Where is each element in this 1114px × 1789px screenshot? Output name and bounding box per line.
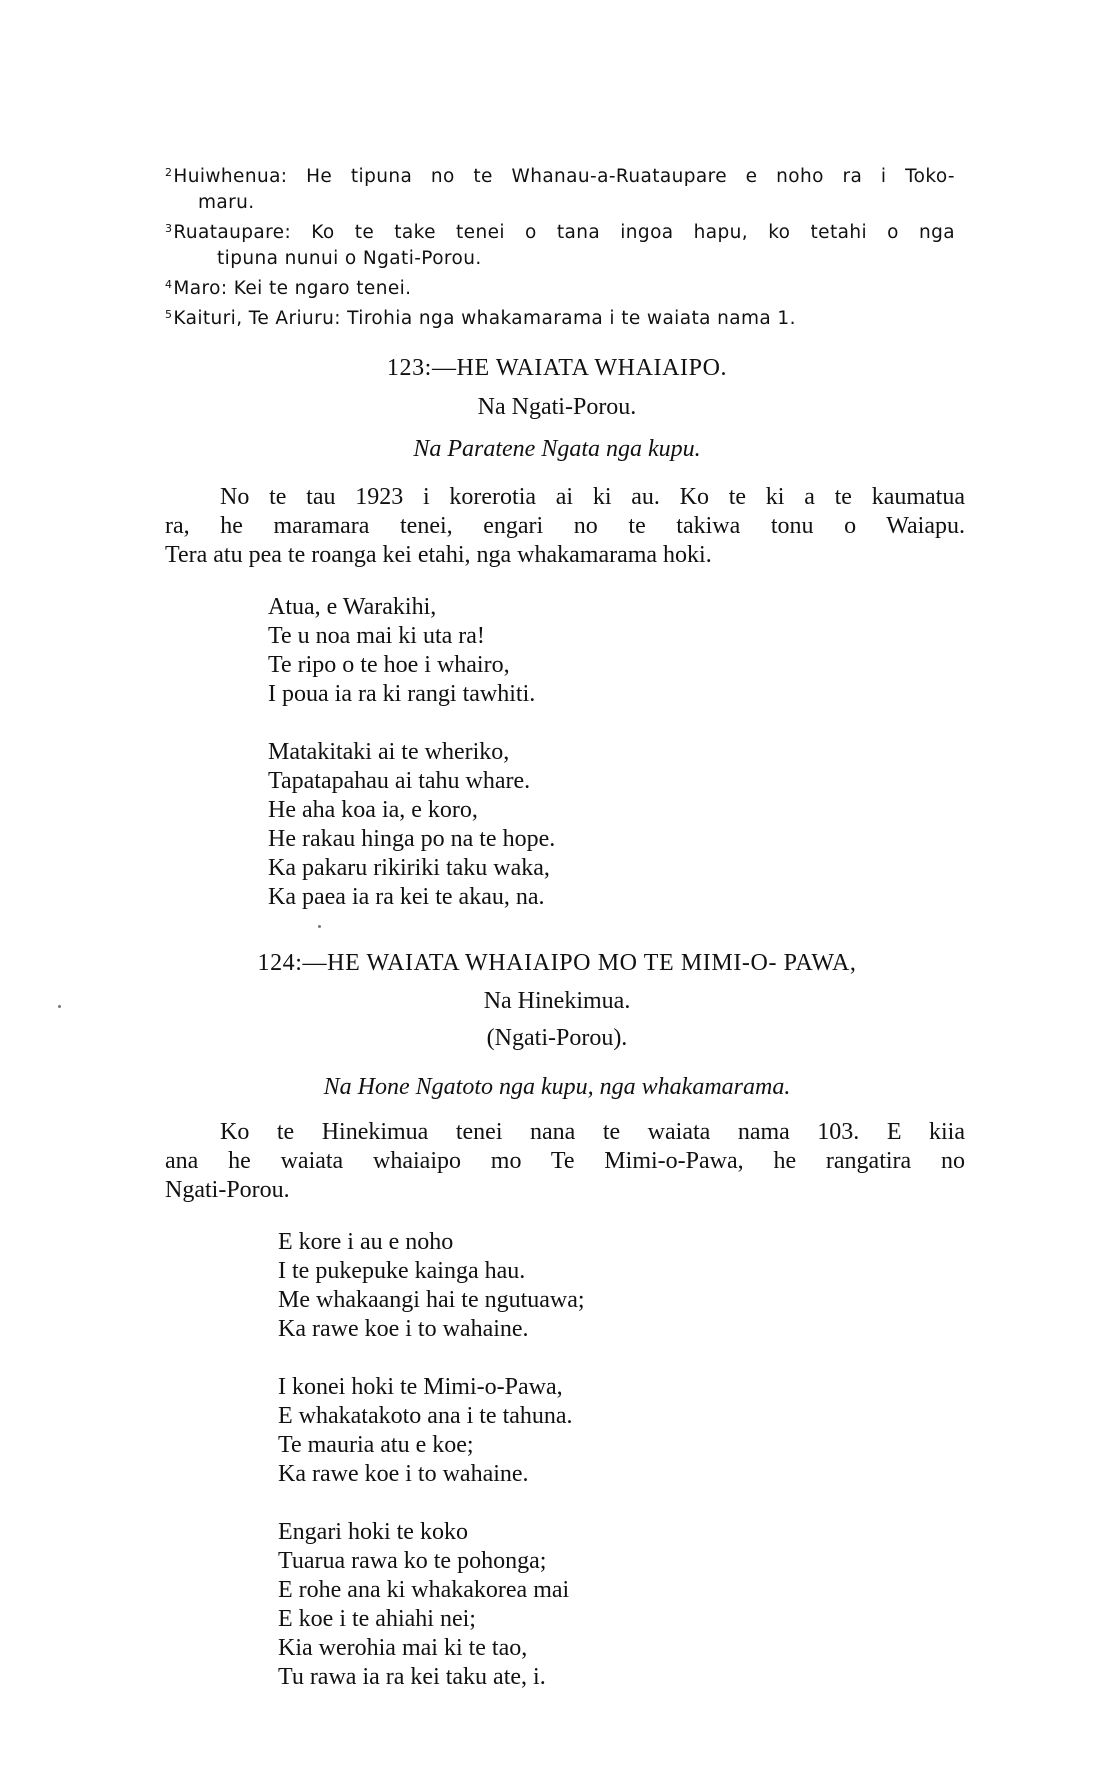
verse-line: I konei hoki te Mimi-o-Pawa,	[278, 1374, 563, 1400]
scan-speck	[58, 1005, 61, 1008]
song-124-tribe: (Ngati-Porou).	[486, 1025, 628, 1051]
song-124-author: Na Hinekimua.	[483, 988, 631, 1014]
song-124-title: 124:—HE WAIATA WHAIAIPO MO TE MIMI-O- PAWA,	[257, 950, 857, 976]
verse-line: E koe i te ahiahi nei;	[278, 1606, 476, 1632]
scan-speck	[318, 925, 321, 928]
verse-line: Te ripo o te hoe i whairo,	[268, 652, 510, 678]
footnote-number: 5	[165, 308, 173, 321]
song-123-title: 123:—HE WAIATA WHAIAIPO.	[386, 355, 728, 381]
intro-line: ra, he maramara tenei, engari no te takiwa tonu o Waiapu.	[165, 513, 965, 539]
footnote-2	[165, 160, 955, 216]
verse-line: Ka pakaru rikiriki taku waka,	[268, 855, 550, 881]
verse-line: E rohe ana ki whakakorea mai	[278, 1577, 570, 1603]
intro-line: No te tau 1923 i korerotia ai ki au. Ko te ki a te kaumatua	[220, 484, 965, 510]
song-123-verse	[268, 593, 555, 941]
footnote-text: Ruataupare: Ko te take tenei o tana ingoa hapu, ko tetahi o nga	[173, 222, 955, 243]
verse-line: Ka rawe koe i to wahaine.	[278, 1316, 529, 1342]
verse-line: Tapatapahau ai tahu whare.	[268, 768, 531, 794]
footnote-3	[165, 216, 955, 272]
footnote-number: 4	[165, 278, 173, 291]
song-124-verse	[278, 1228, 585, 1721]
verse-line: E whakatakoto ana i te tahuna.	[278, 1403, 573, 1429]
stanza	[268, 593, 555, 709]
footnotes	[165, 160, 955, 332]
verse-line: Te u noa mai ki uta ra!	[268, 623, 485, 649]
intro-line: Tera atu pea te roanga kei etahi, nga whakamarama hoki.	[165, 542, 712, 568]
stanza	[278, 1518, 585, 1692]
verse-line: Tuarua rawa ko te pohonga;	[278, 1548, 547, 1574]
verse-line: I te pukepuke kainga hau.	[278, 1258, 526, 1284]
footnote-number: 3	[165, 222, 173, 235]
verse-line: E kore i au e noho	[278, 1229, 454, 1255]
footnote-4	[165, 272, 955, 302]
verse-line: Ka rawe koe i to wahaine.	[278, 1461, 529, 1487]
footnote-continuation: tipuna nunui o Ngati-Porou.	[217, 248, 482, 269]
verse-line: Engari hoki te koko	[278, 1519, 468, 1545]
verse-line: Ka paea ia ra kei te akau, na.	[268, 884, 545, 910]
footnote-text: Huiwhenua: He tipuna no te Whanau-a-Ruataupare e noho ra i Toko-	[173, 166, 955, 187]
verse-line: He aha koa ia, e koro,	[268, 797, 478, 823]
footnote-continuation: maru.	[198, 192, 255, 213]
verse-line: Atua, e Warakihi,	[268, 594, 437, 620]
footnote-text: Maro: Kei te ngaro tenei.	[173, 278, 412, 299]
stanza	[268, 738, 555, 912]
intro-line: ana he waiata whaiaipo mo Te Mimi-o-Pawa, he rangatira no	[165, 1148, 965, 1174]
footnote-text: Kaituri, Te Ariuru: Tirohia nga whakamarama i te waiata nama 1.	[173, 308, 796, 329]
stanza	[278, 1228, 585, 1344]
song-123-credit: Na Paratene Ngata nga kupu.	[413, 436, 701, 462]
verse-line: Tu rawa ia ra kei taku ate, i.	[278, 1664, 546, 1690]
verse-line: Kia werohia mai ki te tao,	[278, 1635, 528, 1661]
song-123-author: Na Ngati-Porou.	[477, 394, 637, 420]
verse-line: Matakitaki ai te wheriko,	[268, 739, 510, 765]
footnote-5	[165, 302, 955, 332]
stanza	[278, 1373, 585, 1489]
intro-line: Ko te Hinekimua tenei nana te waiata nama 103. E kiia	[220, 1119, 965, 1145]
song-124-credit: Na Hone Ngatoto nga kupu, nga whakamarama.	[323, 1074, 791, 1100]
song-124-intro	[165, 1118, 965, 1205]
verse-line: I poua ia ra ki rangi tawhiti.	[268, 681, 536, 707]
footnote-number: 2	[165, 166, 173, 179]
song-123-intro	[165, 483, 965, 570]
verse-line: He rakau hinga po na te hope.	[268, 826, 556, 852]
intro-line: Ngati-Porou.	[165, 1177, 290, 1203]
verse-line: Me whakaangi hai te ngutuawa;	[278, 1287, 585, 1313]
verse-line: Te mauria atu e koe;	[278, 1432, 474, 1458]
